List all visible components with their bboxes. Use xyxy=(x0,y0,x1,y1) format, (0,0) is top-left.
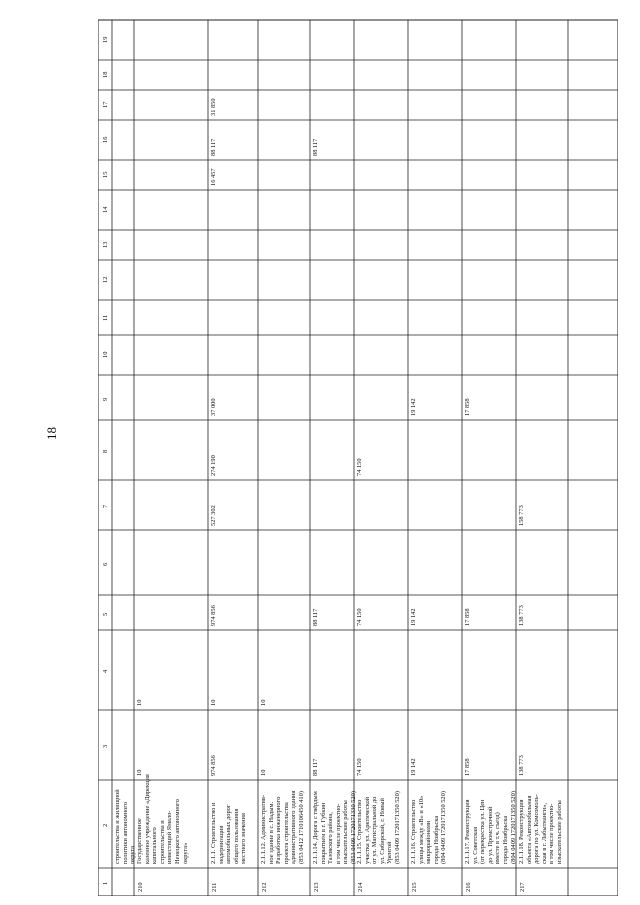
column-number-header: 12 xyxy=(102,276,109,283)
row-value-c3: 138 773 xyxy=(518,755,525,776)
row-name: 2.1.1.17. Реконструкция ул. Советская (от перекрестка ул. Цен до ул. Промстрочной вместе в т.ч. съезд) города Ноябрьска (804 0409 1720171350 520) xyxy=(464,791,517,864)
column-number-header: 8 xyxy=(102,449,109,453)
column-number-header: 19 xyxy=(102,36,109,43)
row-name: 2.1.1.14. Дорога с твёрдым покрытием в г. Губкин Тазовского района, в том числе проектно- изыскательские работы (853 0409 1720171330 520) xyxy=(312,791,357,864)
row-value-c8: 274 190 xyxy=(210,455,217,476)
column-number-header: 13 xyxy=(102,241,109,248)
row-number: 216 xyxy=(465,882,472,892)
column-number-header: 16 xyxy=(102,136,109,143)
column-number-header: 10 xyxy=(102,351,109,358)
row-value-c5: 138 773 xyxy=(518,605,525,626)
continuation-text: строительства и жилищной политики автономного округа xyxy=(114,789,137,864)
row-name: 2.1.1. Строительство и модернизация автомобильных дорог общего пользования местного значения xyxy=(210,802,248,864)
row-number: 215 xyxy=(411,882,418,892)
row-value-c3: 88 117 xyxy=(312,758,319,776)
row-value-c5: 19 142 xyxy=(410,608,417,626)
row-number: 211 xyxy=(211,882,218,892)
column-number-header: 17 xyxy=(102,101,109,108)
row-value-c9: 37 000 xyxy=(210,398,217,416)
row-value-c3: 17 858 xyxy=(464,758,471,776)
column-number-header: 11 xyxy=(102,314,109,321)
row-value-c4: 10 xyxy=(260,699,267,706)
row-value-c9: 17 858 xyxy=(464,398,471,416)
column-number-header: 7 xyxy=(102,504,109,508)
row-name: 2.1.1.18. Реконструкция объекта «Автомобильная дорога по ул. Комсомоль- ская в г. Лабытнанги», в том числе проектно- изыскательские работы xyxy=(518,794,563,864)
row-value-c5: 88 117 xyxy=(312,608,319,626)
column-number-header: 3 xyxy=(102,744,109,748)
row-value-c3: 10 xyxy=(136,769,143,776)
row-name: Государственное казенное учреждение «Дирекция капитального строительства и инвестиций Ямало- Ненецкого автономного округа» xyxy=(136,774,189,864)
row-name: 2.1.1.12. Административ- ное здание в с. Надым. Разработка инженерного проекта строительства административного здания (853 0412 1710106450 410) xyxy=(260,790,305,864)
row-name: 2.1.1.16. Строительство улицы между «В» и «10» микрорайонами города Ноябрьска (804 0409 1720171350 520) xyxy=(410,791,448,864)
row-value-c5: 974 856 xyxy=(210,605,217,626)
column-number-header: 5 xyxy=(102,612,109,616)
row-value-c3: 10 xyxy=(260,769,267,776)
row-value-c17: 31 850 xyxy=(210,98,217,116)
row-value-c3: 74 150 xyxy=(356,758,363,776)
row-value-c7: 527 302 xyxy=(210,505,217,526)
row-number: 212 xyxy=(261,882,268,892)
row-value-c15: 16 457 xyxy=(210,168,217,186)
row-value-c9: 19 142 xyxy=(410,398,417,416)
row-number: 210 xyxy=(137,882,144,892)
row-number: 217 xyxy=(519,882,526,892)
column-number-header: 2 xyxy=(102,823,109,827)
row-value-c5: 17 858 xyxy=(464,608,471,626)
column-number-header: 14 xyxy=(102,206,109,213)
row-value-c4: 10 xyxy=(210,699,217,706)
column-number-header: 15 xyxy=(102,171,109,178)
column-number-header: 18 xyxy=(102,71,109,78)
row-number: 213 xyxy=(313,882,320,892)
row-value-c16: 88 117 xyxy=(210,138,217,156)
row-number: 214 xyxy=(357,882,364,892)
row-value-c3: 974 856 xyxy=(210,755,217,776)
page-number: 18 xyxy=(44,427,59,440)
row-value-c5: 74 150 xyxy=(356,608,363,626)
row-value-c4: 10 xyxy=(136,699,143,706)
column-number-header: 6 xyxy=(102,562,109,566)
row-value-c16: 88 117 xyxy=(312,138,319,156)
row-name: 2.1.1.15. Строительство участка ул. Арктической от ул. Магистральной до ул. Сибирской, г. Новый Уренгой (853 0409 1720171350 520) xyxy=(356,791,401,864)
row-value-c8: 74 150 xyxy=(356,458,363,476)
row-value-c3: 19 142 xyxy=(410,758,417,776)
row-value-c7: 158 773 xyxy=(518,505,525,526)
column-number-header: 9 xyxy=(102,397,109,401)
column-number-header: 1 xyxy=(102,881,109,885)
column-number-header: 4 xyxy=(102,669,109,673)
